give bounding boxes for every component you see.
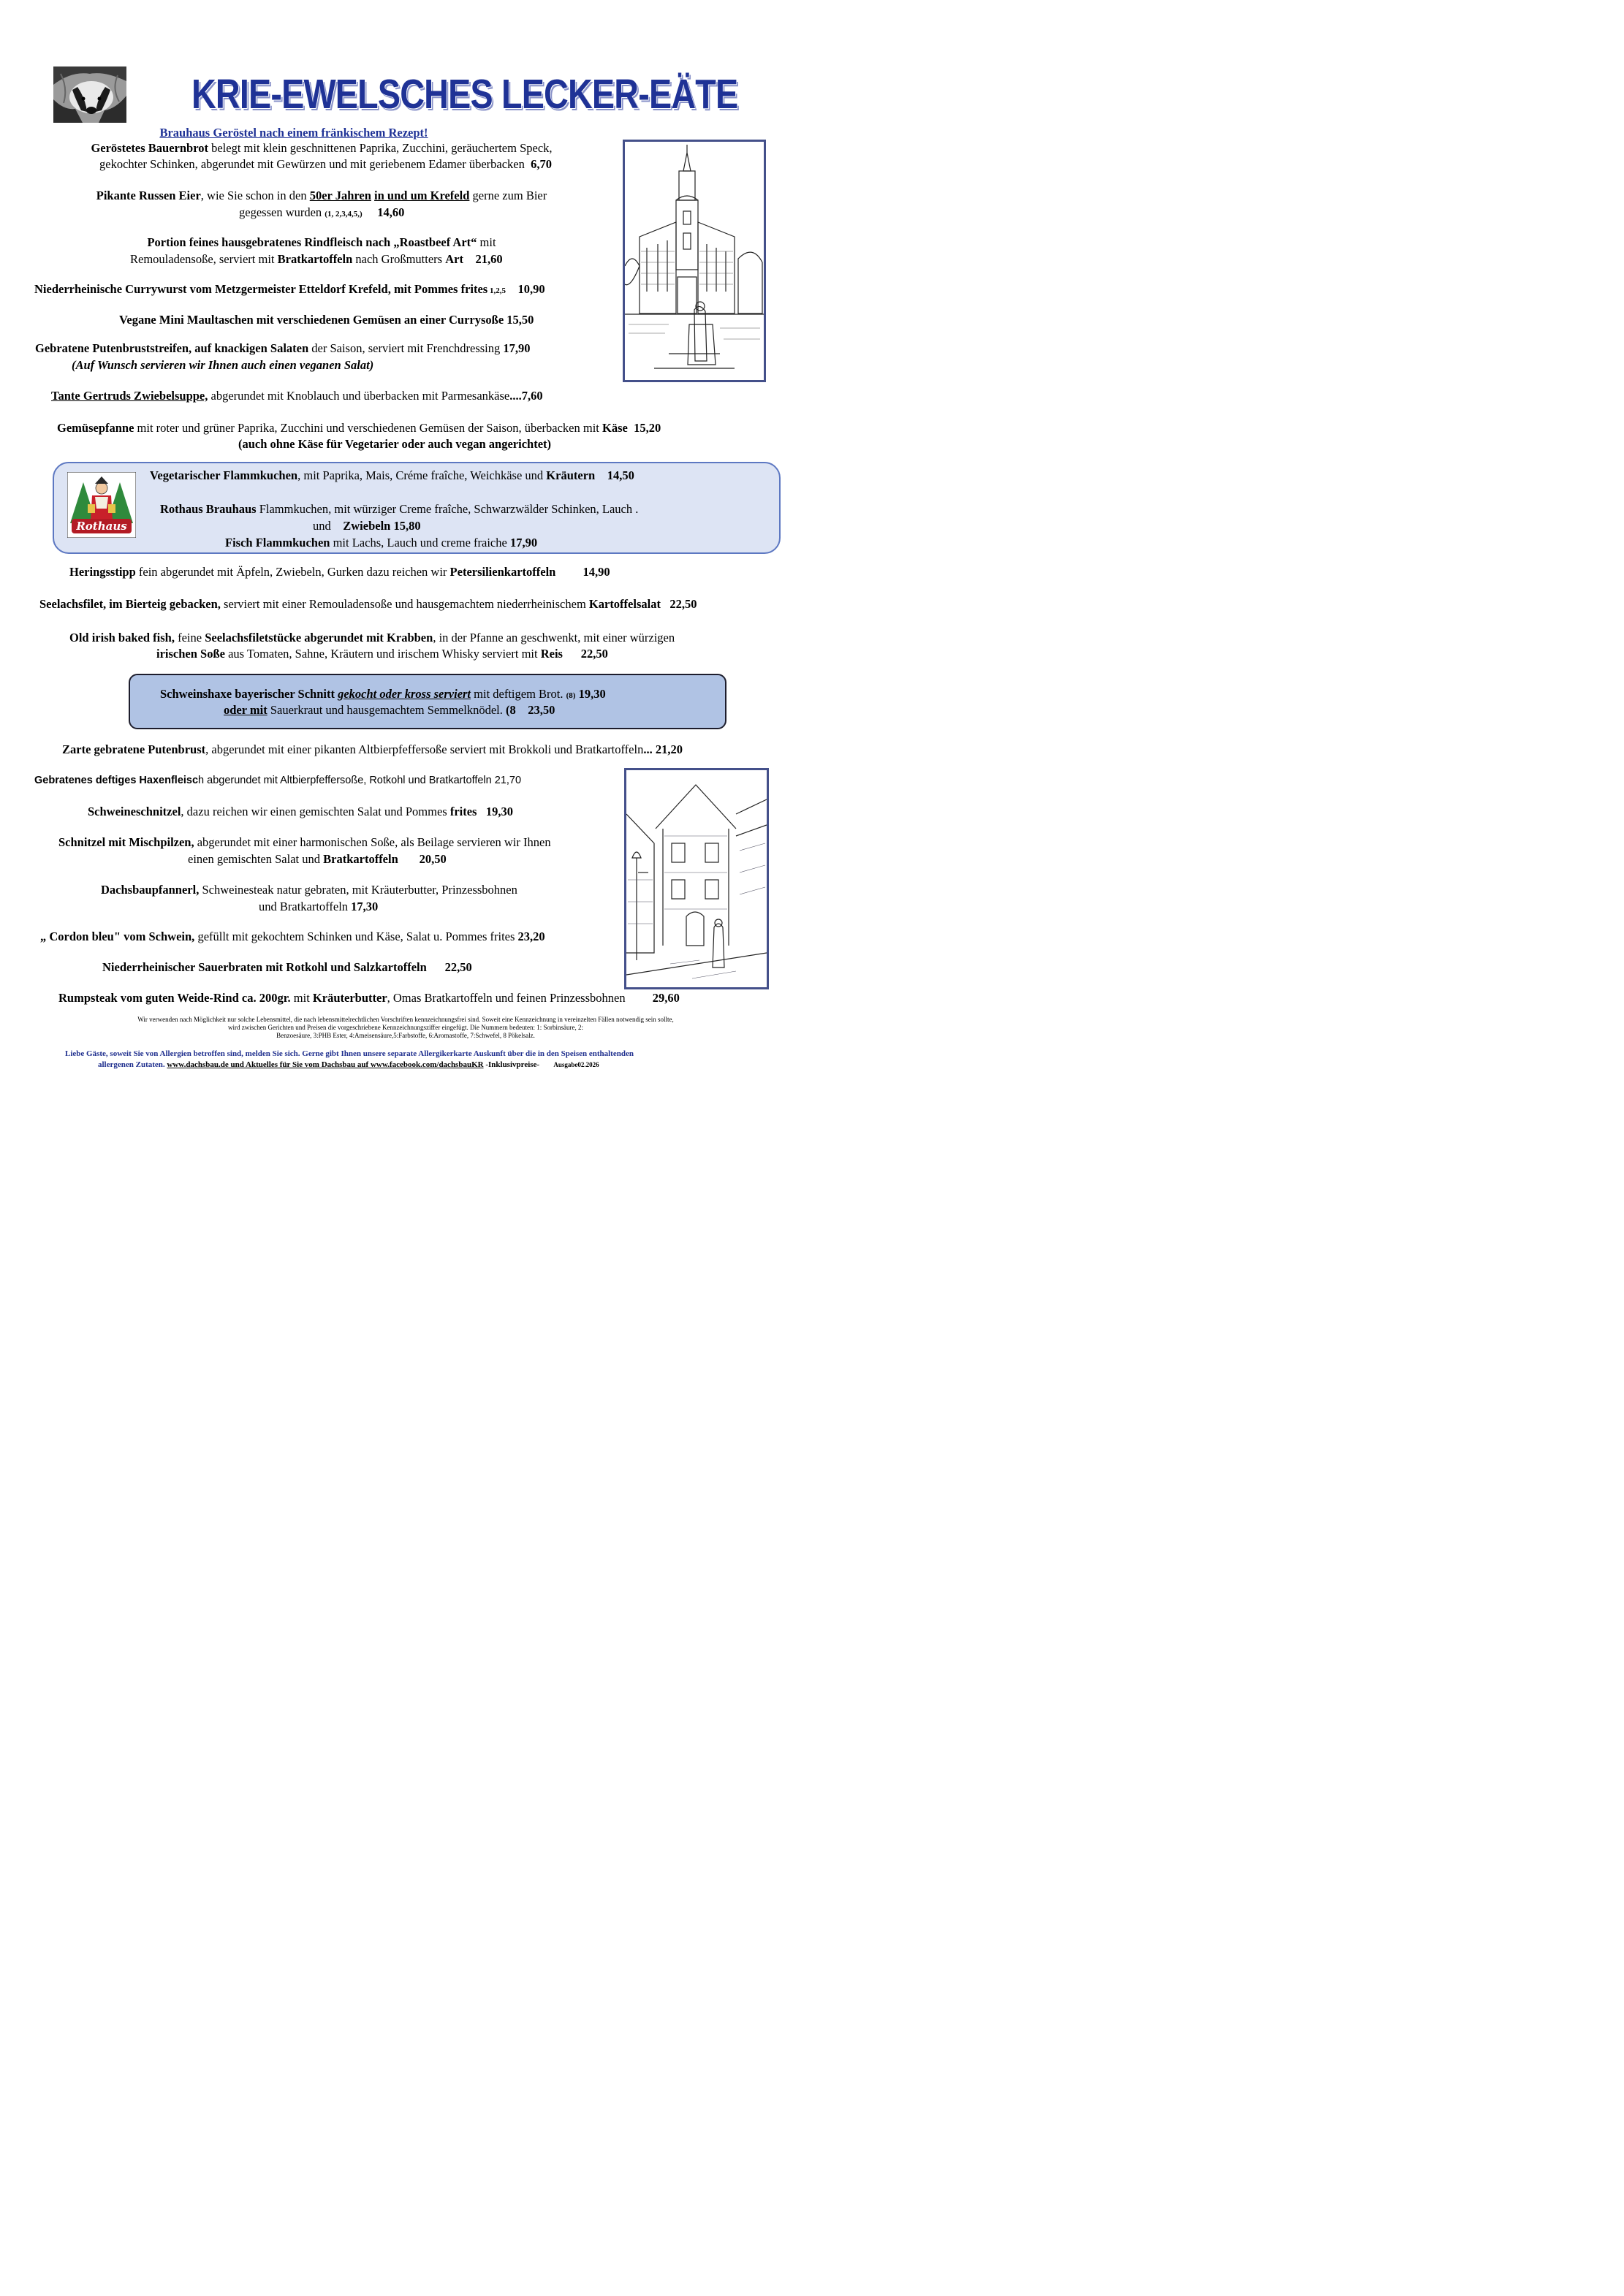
item-flamm-fisch: Fisch Flammkuchen mit Lachs, Lauch und creme fraiche 17,90 [225,536,538,550]
allergy-line-2: allergenen Zutaten. www.dachsbau.de und Aktuelles für Sie vom Dachsbau auf www.facebook.com/dachsbauKR -Inklusivpreise- Ausgabe02.2026 [98,1060,599,1069]
item-irish-2: irischen Soße aus Tomaten, Sahne, Kräutern und irischem Whisky serviert mit Reis 22,50 [156,647,608,661]
item-putenbrust: Zarte gebratene Putenbrust, abgerundet mit einer pikanten Altbierpfeffersoße serviert mit Brokkoli und Bratkartoffeln... 21,20 [62,742,683,756]
item-puten-note: (Auf Wunsch servieren wir Ihnen auch einen veganen Salat) [72,358,374,372]
item-sauerbraten: Niederrheinischer Sauerbraten mit Rotkohl und Salzkartoffeln 22,50 [102,960,472,974]
footer-line-3: Benzoesäure, 3:PHB Ester, 4:Ameisensäure,5:Farbstoffe, 6:Aromastoffe, 7:Schwefel, 8 Pökelsalz. [276,1032,535,1039]
item-gemuesepfanne: Gemüsepfanne mit roter und grüner Paprika, Zucchini und verschiedenen Gemüsen der Saison, überbacken mit Käse 15,20 [57,421,661,435]
item-zwiebelsuppe: Tante Gertruds Zwiebelsuppe, abgerundet mit Knoblauch und überbacken mit Parmesankäse....7,60 [51,389,543,403]
menu-page [0,0,812,1148]
item-puten: Gebratene Putenbruststreifen, auf knackigen Salaten der Saison, serviert mit Frenchdressing 17,90 [35,341,531,355]
badger-icon [53,66,126,123]
item-flamm-rothaus: Rothaus Brauhaus Flammkuchen, mit würziger Creme fraîche, Schwarzwälder Schinken, Lauch . [160,502,639,516]
subtitle: Brauhaus Geröstel nach einem fränkischem Rezept! [159,126,428,140]
item-roastbeef: Portion feines hausgebratenes Rindfleisch nach „Roastbeef Art“ mit [147,235,496,249]
footer-line-2: wird zwischen Gerichten und Preisen die vorgeschriebene Kennzeichnungsziffer eingefügt. Die Nummern bedeuten: 1: Sorbinsäure, 2: [227,1024,583,1031]
item-schnitzel: Schweineschnitzel, dazu reichen wir einen gemischten Salat und Pommes frites 19,30 [88,805,513,818]
item-haxe: Schweinshaxe bayerischer Schnitt gekocht oder kross serviert mit deftigem Brot. (8) 19,30 [160,687,606,701]
street-etching-icon [624,768,769,989]
item-dachsbau: Dachsbaupfannerl, Schweinesteak natur gebraten, mit Kräuterbutter, Prinzessbohnen [101,883,517,897]
item-flamm-veg: Vegetarischer Flammkuchen, mit Paprika, Mais, Créme fraîche, Weichkäse und Kräutern 14,50 [150,468,634,482]
church-etching-icon [623,140,766,382]
item-maultaschen: Vegane Mini Maultaschen mit verschiedenen Gemüsen an einer Currysoße 15,50 [119,313,534,327]
page-title: KRIE-EWELSCHES LECKER-EÄTE [191,71,738,118]
item-heringsstipp: Heringsstipp fein abgerundet mit Äpfeln, Zwiebeln, Gurken dazu reichen wir Petersilienkartoffeln 14,90 [69,565,610,579]
website-link[interactable]: www.dachsbau.de und Aktuelles für Sie vom Dachsbau auf www.facebook.com/dachsbauKR [167,1060,484,1069]
item-irish: Old irish baked fish, feine Seelachsfiletstücke abgerundet mit Krabben, in der Pfanne an geschwenkt, mit einer würzigen [69,631,675,645]
allergy-line-1: Liebe Gäste, soweit Sie von Allergien betroffen sind, melden Sie sich. Gerne gibt Ihnen unsere separate Allergikerkarte Auskunft über die in den Speisen enthaltenden [65,1049,634,1058]
item-gemuesepfanne-note: (auch ohne Käse für Vegetarier oder auch vegan angerichtet) [238,437,552,451]
item-cordon: „ Cordon bleu" vom Schwein, gefüllt mit gekochtem Schinken und Käse, Salat u. Pommes frites 23,20 [40,930,545,943]
item-mischpilz-2: einen gemischten Salat und Bratkartoffeln 20,50 [188,852,447,866]
item-geroestel: Geröstetes Bauernbrot belegt mit klein geschnittenen Paprika, Zucchini, geräuchertem Speck, [91,141,553,155]
item-currywurst: Niederrheinische Currywurst vom Metzgermeister Etteldorf Krefeld, mit Pommes frites 1,2,5 10,90 [34,282,545,296]
item-mischpilz: Schnitzel mit Mischpilzen, abgerundet mit einer harmonischen Soße, als Beilage servieren wir Ihnen [58,835,551,849]
item-haxenfleisch: Gebratenes deftiges Haxenfleisch abgerundet mit Altbierpfeffersoße, Rotkohl und Bratkartoffeln 21,70 [34,775,522,786]
item-rumpsteak: Rumpsteak vom guten Weide-Rind ca. 200gr. mit Kräuterbutter, Omas Bratkartoffeln und feinen Prinzessbohnen 29,60 [58,991,680,1005]
item-flamm-rothaus-2: und Zwiebeln 15,80 [313,519,421,533]
item-seelachs: Seelachsfilet, im Bierteig gebacken, serviert mit einer Remouladensoße und hausgemachtem niederrheinischem Kartoffelsalat 22,50 [39,597,697,611]
item-roastbeef-2: Remouladensoße, serviert mit Bratkartoffeln nach Großmutters Art 21,60 [130,252,503,266]
rothaus-logo-icon [67,472,136,538]
rothaus-logo-text: Rothaus [76,520,127,533]
item-russen-2: gegessen wurden (1, 2,3,4,5,) 14,60 [239,205,405,219]
item-dachsbau-2: und Bratkartoffeln 17,30 [259,900,379,913]
item-haxe-2: oder mit Sauerkraut und hausgemachtem Semmelknödel. (8 23,50 [224,703,555,717]
footer-line-1: Wir verwenden nach Möglichkeit nur solche Lebensmittel, die nach lebensmittelrechtlichen Vorschriften kennzeichnungsfrei sind. Soweit eine Kennzeichnung in vereinzelten Fällen notwendig sein sollte, [137,1016,674,1023]
item-geroestel-2: gekochter Schinken, abgerundet mit Gewürzen und mit geriebenem Edamer überbacken 6,70 [99,157,552,171]
item-russen: Pikante Russen Eier, wie Sie schon in den 50er Jahren in und um Krefeld gerne zum Bier [96,189,547,202]
